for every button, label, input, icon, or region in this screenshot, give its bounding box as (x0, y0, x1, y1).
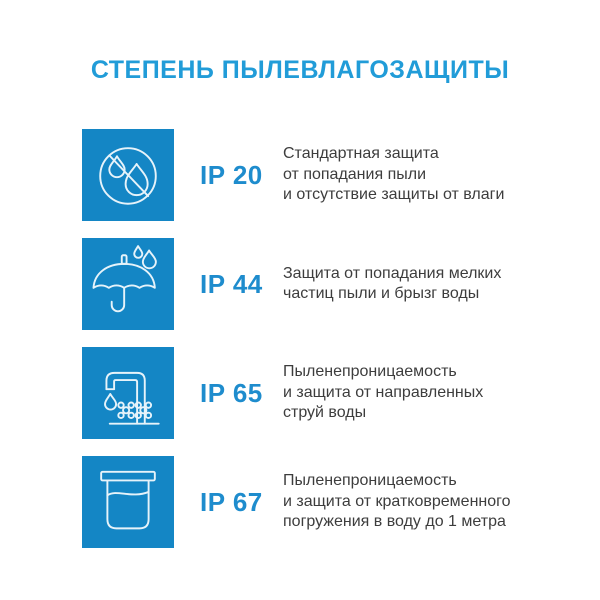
ip-row-44 (82, 238, 511, 330)
ip-row-67 (82, 456, 511, 548)
immersion-tank-icon (82, 456, 174, 548)
page-title: СТЕПЕНЬ ПЫЛЕВЛАГОЗАЩИТЫ (90, 56, 510, 84)
faucet-icon (82, 347, 174, 439)
ip-code: IP 65 (200, 377, 263, 408)
description-line: Стандартная защита (283, 145, 439, 163)
description-line: струй воды (283, 404, 367, 422)
ip-description (283, 264, 501, 305)
ip-code: IP 44 (200, 268, 263, 299)
ip-description (283, 362, 483, 424)
description-line: Пыленепроницаемость (283, 363, 457, 381)
no-water-icon (82, 129, 174, 221)
description-line: и отсутствие защиты от влаги (283, 186, 505, 204)
ip-rating-list (82, 129, 511, 548)
description-line: Пыленепроницаемость (283, 472, 457, 490)
ip-row-65 (82, 347, 511, 439)
description-line: и защита от направленных (283, 383, 484, 401)
ip-description (283, 144, 504, 206)
description-line: от попадания пыли (283, 165, 426, 183)
ip-description (283, 471, 511, 533)
description-line: частиц пыли и брызг воды (283, 285, 480, 302)
umbrella-icon (82, 238, 174, 330)
description-line: погружения в воду до 1 метра (283, 513, 506, 531)
description-line: и защита от кратковременного (283, 492, 511, 510)
ip-code: IP 67 (200, 486, 263, 517)
description-line: Защита от попадания мелких (283, 264, 502, 282)
ip-code: IP 20 (200, 159, 263, 190)
ip-row-20 (82, 129, 511, 221)
